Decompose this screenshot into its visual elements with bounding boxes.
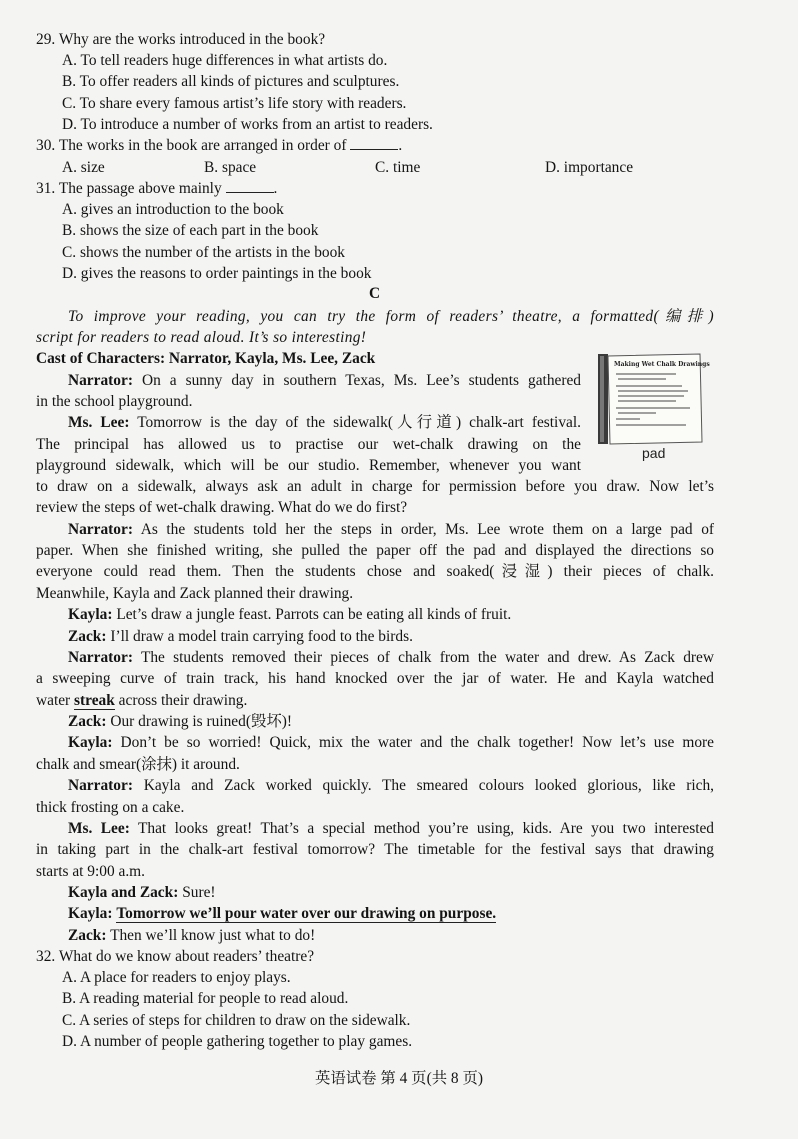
ms-lee-line: Ms. Lee: Tomorrow is the day of the sidewalk(人行道) chalk-art festival.	[68, 414, 581, 431]
narrator-line: Meanwhile, Kayla and Zack planned their drawing.	[36, 585, 354, 602]
question-30-stem: 30. The works in the book are arranged in order of .	[36, 137, 403, 154]
q29-option-c: C. To share every famous artist’s life story with readers.	[62, 95, 407, 112]
kayla-and-zack-line: Kayla and Zack: Sure!	[68, 884, 216, 901]
q30-option-b: B. space	[204, 159, 257, 176]
narrator-line: Narrator: On a sunny day in southern Texas, Ms. Lee’s students gathered	[68, 372, 581, 389]
question-32-stem: 32. What do we know about readers’ theatre?	[36, 948, 315, 965]
ms-lee-line: Ms. Lee: That looks great! That’s a special method you’re using, kids. Are you two interested	[68, 820, 714, 837]
kayla-line: Kayla: Tomorrow we’ll pour water over our drawing on purpose.	[68, 905, 497, 922]
pad-title: Making Wet Chalk Drawings	[614, 361, 710, 368]
narrator-line: paper. When she finished writing, she pulled the paper off the pad and displayed the directions so	[36, 542, 714, 559]
ms-lee-line: review the steps of wet-chalk drawing. What do we do first?	[36, 499, 408, 516]
ms-lee-line: playground sidewalk, which will be our studio. Remember, whenever you want	[36, 457, 581, 474]
q31-option-c: C. shows the number of the artists in the book	[62, 244, 345, 261]
pad-caption: pad	[642, 445, 666, 461]
narrator-line: Narrator: As the students told her the steps in order, Ms. Lee wrote them on a large pad of	[68, 521, 715, 538]
intro-line-1: To improve your reading, you can try the form of readers’ theatre, a formatted(编排)	[68, 308, 714, 325]
section-heading: C	[369, 285, 381, 302]
kayla-line: Kayla: Don’t be so worried! Quick, mix the water and the chalk together! Now let’s use more	[68, 734, 714, 751]
narrator-line: Narrator: The students removed their pieces of chalk from the water and drew. As Zack drew	[68, 649, 714, 666]
narrator-line: water streak across their drawing.	[36, 692, 248, 709]
q31-option-a: A. gives an introduction to the book	[62, 201, 284, 218]
pad-illustration	[596, 352, 714, 464]
q29-option-b: B. To offer readers all kinds of pictures and sculptures.	[62, 73, 400, 90]
q32-option-c: C. A series of steps for children to draw on the sidewalk.	[62, 1012, 411, 1029]
ms-lee-line: to draw on a sidewalk, always ask an adult in charge for permission before you draw. Now let’s	[36, 478, 714, 495]
question-29-stem: 29. Why are the works introduced in the book?	[36, 31, 326, 48]
narrator-line: in the school playground.	[36, 393, 193, 410]
narrator-line: a sweeping curve of train track, his hand knocked over the jar of water. He and Kayla watched	[36, 670, 714, 687]
q30-option-c: C. time	[375, 159, 421, 176]
ms-lee-line: starts at 9:00 a.m.	[36, 863, 145, 880]
narrator-line: everyone could read them. Then the students chose and soaked(浸湿) their pieces of chalk.	[36, 563, 714, 580]
q31-option-d: D. gives the reasons to order paintings in the book	[62, 265, 372, 282]
answer-blank	[226, 178, 274, 193]
kayla-line: chalk and smear(涂抹) it around.	[36, 756, 240, 773]
q29-option-d: D. To introduce a number of works from an artist to readers.	[62, 116, 433, 133]
underlined-sentence: Tomorrow we’ll pour water over our drawing on purpose.	[116, 905, 497, 922]
q31-option-b: B. shows the size of each part in the book	[62, 222, 319, 239]
ms-lee-line: The principal has allowed us to practise our wet-chalk drawing on the	[36, 436, 581, 453]
underlined-word: streak	[74, 692, 115, 709]
page-footer: 英语试卷 第 4 页(共 8 页)	[314, 1070, 483, 1087]
q30-option-a: A. size	[62, 159, 105, 176]
narrator-line: thick frosting on a cake.	[36, 799, 185, 816]
q32-option-d: D. A number of people gathering together to play games.	[62, 1033, 413, 1050]
cast-of-characters: Cast of Characters: Narrator, Kayla, Ms. Lee, Zack	[36, 350, 376, 367]
zack-line: Zack: Then we’ll know just what to do!	[68, 927, 316, 944]
q32-option-b: B. A reading material for people to read aloud.	[62, 990, 349, 1007]
q32-option-a: A. A place for readers to enjoy plays.	[62, 969, 291, 986]
q30-option-d: D. importance	[545, 159, 634, 176]
narrator-line: Narrator: Kayla and Zack worked quickly. The smeared colours looked glorious, like rich,	[68, 777, 714, 794]
q29-option-a: A. To tell readers huge differences in what artists do.	[62, 52, 388, 69]
zack-line: Zack: Our drawing is ruined(毁坏)!	[68, 713, 292, 730]
zack-line: Zack: I’ll draw a model train carrying food to the birds.	[68, 628, 413, 645]
intro-line-2: script for readers to read aloud. It’s so interesting!	[36, 329, 367, 346]
question-31-stem: 31. The passage above mainly .	[36, 180, 278, 197]
kayla-line: Kayla: Let’s draw a jungle feast. Parrots can be eating all kinds of fruit.	[68, 606, 512, 623]
ms-lee-line: in taking part in the chalk-art festival tomorrow? The timetable for the festival says that drawing	[36, 841, 714, 858]
answer-blank	[350, 135, 398, 150]
